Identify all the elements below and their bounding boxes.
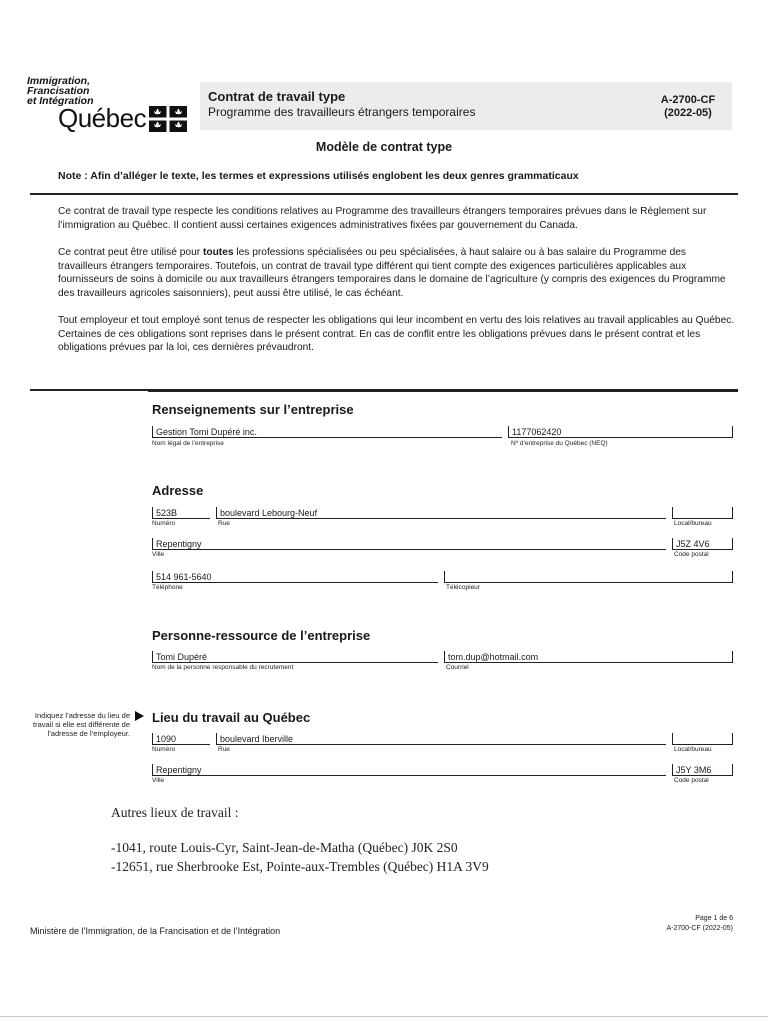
intro-paragraph-3: Tout employeur et tout employé sont tenus de respecter les obligations qui leur incombent en vertu des lois relatives au travail applicables au Québec. Certaines de ces obligations sont reprises dans le présent contrat. En cas de conflit entre les obligations prévues dans le présent contrat et les obligations prévues par la loi, ces dernières prévaudront. <box>58 315 735 353</box>
workplace-unit-label: Local/bureau <box>674 746 712 753</box>
address-street-label: Rue <box>218 520 230 527</box>
phone-label: Téléphone <box>152 584 183 591</box>
workplace-postal-field[interactable]: J5Y 3M6 <box>672 764 733 776</box>
footer-page-info <box>620 914 733 934</box>
form-subtitle: Programme des travailleurs étrangers temporaires <box>208 105 476 119</box>
workplace-city-field[interactable]: Repentigny <box>152 764 666 776</box>
page-number: Page 1 de 6 <box>695 915 733 922</box>
divider-thin <box>148 391 738 392</box>
other-locations-heading: Autres lieux de travail : <box>111 805 239 820</box>
intro-p2-emphasis: toutes <box>202 247 234 258</box>
arrow-right-icon <box>135 711 144 721</box>
intro-p2-end: les professions spécialisées ou peu spécialisées, à haut salaire ou à bas salaire du Programme des travailleurs étrangers temporaires. Toutefois, un contrat de travail type différent qui tient compte des exigences particulières applicables aux fournisseurs de soins à domicile ou aux travailleurs étrangers temporaires dans le domaine de l’agriculture (y compris des exigences du Programme des travailleurs agricoles saisonniers), peut aussi être utilisé, le cas échéant. <box>58 247 726 299</box>
intro-paragraph-2 <box>58 246 738 300</box>
contact-email-field[interactable]: tom.dup@hotmail.com <box>444 651 733 663</box>
workplace-street-field[interactable]: boulevard Iberville <box>216 733 666 745</box>
address-city-field[interactable]: Repentigny <box>152 538 666 550</box>
model-title: Modèle de contrat type <box>315 140 453 154</box>
workplace-number-label: Numéro <box>152 746 176 753</box>
quebec-wordmark: Québec <box>58 103 147 133</box>
contact-name-field[interactable]: Tomi Dupéré <box>152 651 438 663</box>
intro-p2-start: Ce contrat peut être utilisé pour <box>58 247 203 258</box>
form-title: Contrat de travail type <box>208 89 346 104</box>
ministry-line-2: Francisation <box>27 85 90 97</box>
address-unit-label: Local/bureau <box>674 520 712 527</box>
address-unit-field[interactable] <box>672 507 733 519</box>
contact-name-label: Nom de la personne responsable du recrutement <box>152 664 294 671</box>
ministry-line-1: Immigration, <box>27 75 91 87</box>
form-code-version: (2022-05) <box>664 107 712 119</box>
footer-form-code: A-2700-CF (2022-05) <box>666 925 733 932</box>
workplace-city-label: Ville <box>152 777 165 784</box>
form-code <box>650 94 726 120</box>
neq-field[interactable]: 1177062420 <box>508 426 733 438</box>
phone-field[interactable]: 514 961-5640 <box>152 571 438 583</box>
company-legal-name-field[interactable]: Gestion Tomi Dupéré inc. <box>152 426 502 438</box>
fax-label: Télécopieur <box>446 584 480 591</box>
footer-ministry: Ministère de l’Immigration, de la Francisation et de l’Intégration <box>30 926 281 936</box>
other-location-1: -1041, route Louis-Cyr, Saint-Jean-de-Matha (Québec) J0K 2S0 <box>111 840 458 855</box>
neq-label: Nº d’entreprise du Québec (NEQ) <box>511 440 608 447</box>
section-company-heading: Renseignements sur l’entreprise <box>152 402 354 417</box>
intro-paragraph-1: Ce contrat de travail type respecte les conditions relatives au Programme des travailleurs étrangers temporaires prévues dans le Règlement sur l’immigration au Québec. Il contient aussi certaines exigences administratives fixées par gouvernement du Canada. <box>58 206 707 231</box>
company-legal-name-label: Nom légal de l’entreprise <box>152 440 224 447</box>
form-code-number: A-2700-CF <box>660 94 716 106</box>
workplace-side-note: Indiquez l’adresse du lieu de travail si elle est différente de l’adresse de l’employeur. <box>33 711 130 738</box>
ministry-name <box>27 76 94 106</box>
page-edge <box>0 1016 768 1017</box>
section-address-heading: Adresse <box>152 483 204 498</box>
divider <box>30 193 738 195</box>
section-workplace-heading: Lieu du travail au Québec <box>152 710 311 725</box>
other-location-2: -12651, rue Sherbrooke Est, Pointe-aux-Trembles (Québec) H1A 3V9 <box>111 859 489 874</box>
workplace-postal-label: Code postal <box>674 777 709 784</box>
contact-email-label: Courriel <box>446 664 469 671</box>
workplace-unit-field[interactable] <box>672 733 733 745</box>
section-contact-heading: Personne-ressource de l’entreprise <box>152 628 371 643</box>
address-postal-label: Code postal <box>674 551 709 558</box>
address-city-label: Ville <box>152 551 165 558</box>
fleur-de-lis-flag-icon <box>149 106 187 132</box>
address-number-label: Numéro <box>152 520 176 527</box>
ministry-line-3: et Intégration <box>27 95 94 107</box>
address-postal-field[interactable]: J5Z 4V6 <box>672 538 733 550</box>
fax-field[interactable] <box>444 571 733 583</box>
workplace-number-field[interactable]: 1090 <box>152 733 210 745</box>
address-number-field[interactable]: 523B <box>152 507 210 519</box>
address-street-field[interactable]: boulevard Lebourg-Neuf <box>216 507 666 519</box>
workplace-street-label: Rue <box>218 746 230 753</box>
note: Note : Afin d’alléger le texte, les termes et expressions utilisés englobent les deux genres grammaticaux <box>58 170 579 182</box>
